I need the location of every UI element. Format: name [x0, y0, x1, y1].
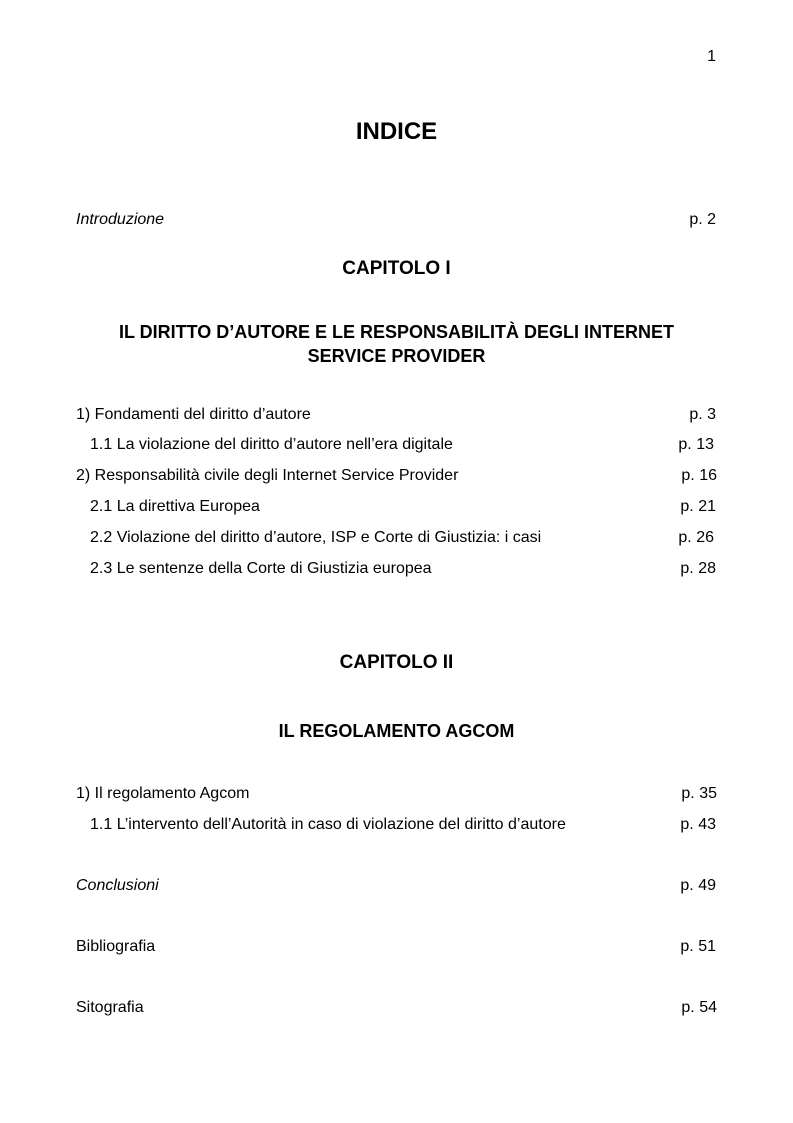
chapter-2-heading: CAPITOLO II	[339, 652, 454, 673]
toc-entry-page: p. 26	[678, 529, 714, 546]
toc-conclusioni-page: p. 49	[680, 877, 716, 894]
chapter-1-heading: CAPITOLO I	[342, 258, 451, 279]
page-number: 1	[707, 48, 716, 65]
toc-sitografia-label: Sitografia	[76, 999, 144, 1016]
toc-entry-label: 2.2 Violazione del diritto d’autore, ISP e Corte di Giustizia: i casi	[90, 529, 542, 546]
toc-entry-page: p. 43	[680, 816, 716, 833]
toc-entry-label: 2.1 La direttiva Europea	[90, 498, 260, 515]
toc-conclusioni-label: Conclusioni	[76, 877, 159, 894]
toc-entry-label: 1) Fondamenti del diritto d’autore	[76, 406, 311, 423]
toc-sitografia-page: p. 54	[681, 999, 717, 1016]
toc-bibliografia-label: Bibliografia	[76, 938, 156, 955]
toc-entry-label: 1.1 La violazione del diritto d’autore nell’era digitale	[90, 436, 453, 453]
chapter-2-subtitle: IL REGOLAMENTO AGCOM	[278, 721, 515, 741]
toc-entry-page: p. 21	[680, 498, 716, 515]
toc-entry-page: p. 13	[678, 436, 714, 453]
toc-entry-label: 1) Il regolamento Agcom	[76, 785, 250, 802]
toc-intro-page: p. 2	[689, 211, 716, 228]
toc-entry-page: p. 16	[681, 467, 717, 484]
toc-entry-page: p. 3	[689, 406, 716, 423]
toc-entry-label: 2.3 Le sentenze della Corte di Giustizia europea	[90, 560, 432, 577]
page-title: INDICE	[355, 118, 438, 145]
toc-entry-page: p. 28	[680, 560, 716, 577]
toc-intro-label: Introduzione	[76, 211, 165, 228]
toc-bibliografia-page: p. 51	[680, 938, 716, 955]
chapter-1-subtitle: IL DIRITTO D’AUTORE E LE RESPONSABILITÀ DEGLI INTERNET SERVICE PROVIDER	[118, 322, 675, 366]
toc-entry-label: 2) Responsabilità civile degli Internet Service Provider	[76, 467, 459, 484]
toc-entry-label: 1.1 L’intervento dell’Autorità in caso di violazione del diritto d’autore	[90, 816, 566, 833]
toc-entry-page: p. 35	[681, 785, 717, 802]
